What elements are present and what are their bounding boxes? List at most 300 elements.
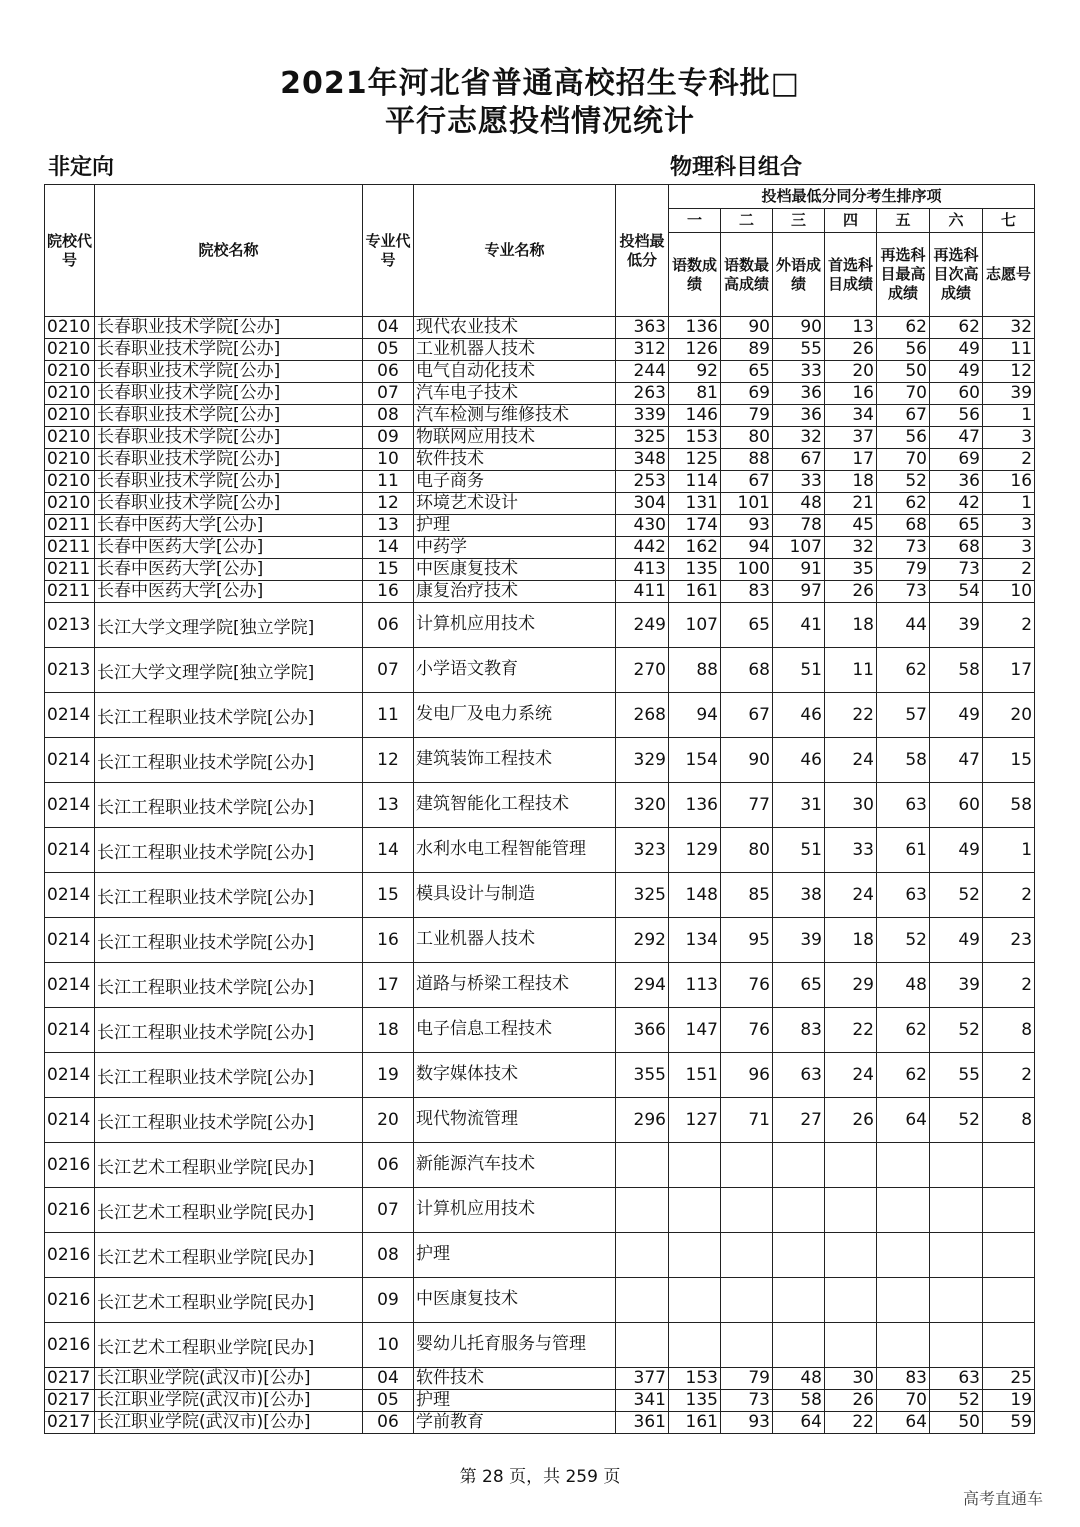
cell-chinese-math-max: 68 — [721, 648, 773, 693]
cell-school-code: 0216 — [45, 1143, 95, 1188]
cell-min-score: 249 — [616, 603, 669, 648]
table-row — [45, 1368, 1035, 1390]
cell-reselect-max: 64 — [877, 1412, 930, 1434]
cell-reselect-second: 39 — [930, 603, 983, 648]
cell-choice-no: 1 — [983, 828, 1035, 873]
cell-foreign-lang — [773, 1233, 825, 1278]
cell-major-name: 环境艺术设计 — [414, 493, 616, 515]
table-row — [45, 339, 1035, 361]
cell-reselect-max: 67 — [877, 405, 930, 427]
cell-first-subject: 24 — [825, 1053, 877, 1098]
cell-major-name: 电子信息工程技术 — [414, 1008, 616, 1053]
cell-chinese-math-max: 85 — [721, 873, 773, 918]
cell-school-code: 0210 — [45, 339, 95, 361]
cell-min-score — [616, 1278, 669, 1323]
cell-school-code: 0210 — [45, 493, 95, 515]
cell-chinese-math: 162 — [669, 537, 721, 559]
cell-min-score — [616, 1233, 669, 1278]
cell-major-name: 数字媒体技术 — [414, 1053, 616, 1098]
cell-reselect-max — [877, 1188, 930, 1233]
cell-chinese-math-max: 71 — [721, 1098, 773, 1143]
cell-first-subject: 22 — [825, 1008, 877, 1053]
cell-reselect-second: 68 — [930, 537, 983, 559]
cell-chinese-math: 129 — [669, 828, 721, 873]
cell-chinese-math-max: 94 — [721, 537, 773, 559]
cell-reselect-second: 52 — [930, 1008, 983, 1053]
cell-reselect-second: 49 — [930, 693, 983, 738]
cell-major-code: 10 — [363, 449, 414, 471]
cell-school-code: 0214 — [45, 1098, 95, 1143]
cell-chinese-math: 161 — [669, 581, 721, 603]
cell-choice-no: 2 — [983, 1053, 1035, 1098]
cell-reselect-max: 62 — [877, 317, 930, 339]
cell-reselect-second: 65 — [930, 515, 983, 537]
cell-first-subject: 24 — [825, 873, 877, 918]
cell-reselect-max: 62 — [877, 1008, 930, 1053]
cell-chinese-math-max: 100 — [721, 559, 773, 581]
cell-first-subject: 26 — [825, 1098, 877, 1143]
table-row — [45, 581, 1035, 603]
cell-school-code: 0214 — [45, 693, 95, 738]
cell-chinese-math — [669, 1188, 721, 1233]
cell-chinese-math: 174 — [669, 515, 721, 537]
cell-choice-no: 8 — [983, 1008, 1035, 1053]
table-row — [45, 648, 1035, 693]
table-row — [45, 449, 1035, 471]
cell-reselect-max: 52 — [877, 471, 930, 493]
cell-chinese-math: 125 — [669, 449, 721, 471]
cell-reselect-max: 70 — [877, 449, 930, 471]
cell-school-name: 长春职业技术学院[公办] — [95, 339, 363, 361]
cell-reselect-max: 52 — [877, 918, 930, 963]
cell-major-name: 中药学 — [414, 537, 616, 559]
header-criterion-5: 再选科目最高成绩 — [877, 233, 930, 317]
cell-major-code: 18 — [363, 1008, 414, 1053]
cell-choice-no: 10 — [983, 581, 1035, 603]
cell-major-code: 10 — [363, 1323, 414, 1368]
table-row — [45, 783, 1035, 828]
cell-reselect-second — [930, 1323, 983, 1368]
cell-school-code: 0216 — [45, 1323, 95, 1368]
cell-foreign-lang: 41 — [773, 603, 825, 648]
cell-school-code: 0214 — [45, 828, 95, 873]
cell-foreign-lang: 33 — [773, 361, 825, 383]
cell-school-name: 长江大学文理学院[独立学院] — [95, 603, 363, 648]
cell-foreign-lang — [773, 1323, 825, 1368]
cell-school-name: 长春中医药大学[公办] — [95, 559, 363, 581]
cell-min-score: 323 — [616, 828, 669, 873]
header-rank-1: 一 — [669, 209, 721, 233]
table-row — [45, 1390, 1035, 1412]
cell-choice-no: 3 — [983, 537, 1035, 559]
page-title-line2: 平行志愿投档情况统计 — [385, 104, 695, 139]
cell-major-code: 14 — [363, 537, 414, 559]
cell-school-name: 长江大学文理学院[独立学院] — [95, 648, 363, 693]
cell-chinese-math: 127 — [669, 1098, 721, 1143]
cell-school-code: 0214 — [45, 918, 95, 963]
cell-chinese-math-max: 89 — [721, 339, 773, 361]
cell-major-name: 现代农业技术 — [414, 317, 616, 339]
cell-foreign-lang: 32 — [773, 427, 825, 449]
cell-reselect-second: 50 — [930, 1412, 983, 1434]
cell-major-code: 12 — [363, 493, 414, 515]
cell-reselect-max: 64 — [877, 1098, 930, 1143]
cell-min-score: 442 — [616, 537, 669, 559]
table-row — [45, 1053, 1035, 1098]
cell-foreign-lang: 46 — [773, 738, 825, 783]
cell-reselect-max: 73 — [877, 537, 930, 559]
cell-school-name: 长春职业技术学院[公办] — [95, 317, 363, 339]
cell-chinese-math-max: 67 — [721, 471, 773, 493]
cell-school-code: 0210 — [45, 449, 95, 471]
cell-school-code: 0210 — [45, 361, 95, 383]
cell-major-code: 16 — [363, 581, 414, 603]
cell-chinese-math-max: 93 — [721, 515, 773, 537]
cell-reselect-second: 39 — [930, 963, 983, 1008]
cell-major-code: 15 — [363, 559, 414, 581]
cell-reselect-max: 44 — [877, 603, 930, 648]
cell-min-score: 325 — [616, 427, 669, 449]
cell-reselect-second — [930, 1188, 983, 1233]
cell-min-score — [616, 1143, 669, 1188]
cell-school-code: 0214 — [45, 738, 95, 783]
cell-school-code: 0213 — [45, 648, 95, 693]
cell-chinese-math: 161 — [669, 1412, 721, 1434]
table-row — [45, 405, 1035, 427]
cell-reselect-second — [930, 1278, 983, 1323]
cell-chinese-math-max — [721, 1278, 773, 1323]
cell-reselect-max: 63 — [877, 873, 930, 918]
cell-reselect-max: 61 — [877, 828, 930, 873]
cell-choice-no — [983, 1278, 1035, 1323]
cell-major-name: 电子商务 — [414, 471, 616, 493]
cell-school-name: 长江工程职业技术学院[公办] — [95, 783, 363, 828]
cell-choice-no: 32 — [983, 317, 1035, 339]
cell-reselect-second: 62 — [930, 317, 983, 339]
subtitle-category: 非定向 — [48, 155, 115, 180]
cell-reselect-max — [877, 1323, 930, 1368]
cell-major-name: 现代物流管理 — [414, 1098, 616, 1143]
cell-foreign-lang — [773, 1188, 825, 1233]
cell-first-subject: 37 — [825, 427, 877, 449]
cell-foreign-lang: 36 — [773, 405, 825, 427]
cell-chinese-math-max: 69 — [721, 383, 773, 405]
cell-choice-no: 12 — [983, 361, 1035, 383]
cell-school-name: 长春中医药大学[公办] — [95, 515, 363, 537]
cell-major-code: 13 — [363, 783, 414, 828]
cell-first-subject: 18 — [825, 918, 877, 963]
cell-min-score: 294 — [616, 963, 669, 1008]
cell-major-code: 06 — [363, 1412, 414, 1434]
cell-school-name: 长江工程职业技术学院[公办] — [95, 738, 363, 783]
cell-chinese-math-max — [721, 1233, 773, 1278]
cell-school-code: 0213 — [45, 603, 95, 648]
cell-reselect-second: 36 — [930, 471, 983, 493]
cell-major-name: 小学语文教育 — [414, 648, 616, 693]
cell-choice-no: 2 — [983, 559, 1035, 581]
table-row — [45, 427, 1035, 449]
cell-chinese-math: 94 — [669, 693, 721, 738]
cell-chinese-math: 136 — [669, 317, 721, 339]
cell-school-code: 0214 — [45, 963, 95, 1008]
cell-reselect-max: 50 — [877, 361, 930, 383]
cell-major-code: 07 — [363, 648, 414, 693]
table-row — [45, 515, 1035, 537]
cell-first-subject: 45 — [825, 515, 877, 537]
cell-major-name: 护理 — [414, 515, 616, 537]
cell-chinese-math-max: 73 — [721, 1390, 773, 1412]
cell-foreign-lang: 83 — [773, 1008, 825, 1053]
cell-first-subject — [825, 1278, 877, 1323]
cell-major-name: 工业机器人技术 — [414, 339, 616, 361]
table-row — [45, 873, 1035, 918]
cell-min-score — [616, 1323, 669, 1368]
cell-first-subject: 33 — [825, 828, 877, 873]
cell-first-subject: 13 — [825, 317, 877, 339]
table-row — [45, 918, 1035, 963]
cell-min-score: 411 — [616, 581, 669, 603]
cell-foreign-lang — [773, 1143, 825, 1188]
cell-school-code: 0214 — [45, 1053, 95, 1098]
cell-reselect-max: 73 — [877, 581, 930, 603]
cell-min-score: 325 — [616, 873, 669, 918]
cell-chinese-math: 113 — [669, 963, 721, 1008]
subtitle-subject-group: 物理科目组合 — [670, 155, 803, 180]
page-title-line1: 2021年河北省普通高校招生专科批□ — [280, 66, 800, 101]
cell-chinese-math-max: 83 — [721, 581, 773, 603]
cell-reselect-max — [877, 1143, 930, 1188]
cell-reselect-max: 56 — [877, 427, 930, 449]
cell-reselect-second: 58 — [930, 648, 983, 693]
cell-choice-no: 11 — [983, 339, 1035, 361]
cell-min-score: 244 — [616, 361, 669, 383]
cell-reselect-max: 62 — [877, 493, 930, 515]
cell-reselect-max: 62 — [877, 648, 930, 693]
table-row — [45, 1188, 1035, 1233]
cell-school-code: 0211 — [45, 581, 95, 603]
cell-chinese-math-max: 79 — [721, 1368, 773, 1390]
cell-chinese-math: 131 — [669, 493, 721, 515]
cell-reselect-max: 56 — [877, 339, 930, 361]
cell-choice-no: 3 — [983, 515, 1035, 537]
cell-major-name: 中医康复技术 — [414, 559, 616, 581]
cell-chinese-math — [669, 1233, 721, 1278]
cell-reselect-second: 52 — [930, 873, 983, 918]
cell-chinese-math — [669, 1323, 721, 1368]
cell-reselect-second: 52 — [930, 1098, 983, 1143]
header-criterion-4: 首选科目成绩 — [825, 233, 877, 317]
cell-first-subject: 35 — [825, 559, 877, 581]
cell-school-name: 长江工程职业技术学院[公办] — [95, 963, 363, 1008]
table-row — [45, 471, 1035, 493]
table-row — [45, 1143, 1035, 1188]
cell-foreign-lang: 27 — [773, 1098, 825, 1143]
cell-min-score: 355 — [616, 1053, 669, 1098]
cell-min-score: 253 — [616, 471, 669, 493]
cell-reselect-second: 47 — [930, 738, 983, 783]
cell-school-code: 0211 — [45, 537, 95, 559]
cell-chinese-math: 107 — [669, 603, 721, 648]
cell-first-subject: 22 — [825, 693, 877, 738]
cell-school-code: 0210 — [45, 427, 95, 449]
cell-major-code: 14 — [363, 828, 414, 873]
cell-foreign-lang: 107 — [773, 537, 825, 559]
cell-reselect-max: 58 — [877, 738, 930, 783]
cell-major-code: 08 — [363, 405, 414, 427]
cell-chinese-math: 81 — [669, 383, 721, 405]
cell-school-code: 0211 — [45, 515, 95, 537]
header-tie-group: 投档最低分同分考生排序项 — [669, 185, 1035, 209]
header-criterion-1: 语数成绩 — [669, 233, 721, 317]
cell-major-code: 20 — [363, 1098, 414, 1143]
cell-major-code: 13 — [363, 515, 414, 537]
cell-foreign-lang: 64 — [773, 1412, 825, 1434]
table-row — [45, 537, 1035, 559]
cell-major-name: 计算机应用技术 — [414, 1188, 616, 1233]
table-row — [45, 559, 1035, 581]
cell-reselect-second: 63 — [930, 1368, 983, 1390]
cell-reselect-second: 42 — [930, 493, 983, 515]
cell-foreign-lang: 46 — [773, 693, 825, 738]
cell-chinese-math: 134 — [669, 918, 721, 963]
cell-reselect-second: 60 — [930, 383, 983, 405]
cell-school-name: 长江工程职业技术学院[公办] — [95, 1008, 363, 1053]
cell-choice-no: 19 — [983, 1390, 1035, 1412]
cell-reselect-max: 70 — [877, 1390, 930, 1412]
table-row — [45, 603, 1035, 648]
table-row — [45, 1323, 1035, 1368]
cell-chinese-math: 92 — [669, 361, 721, 383]
cell-reselect-max: 57 — [877, 693, 930, 738]
cell-chinese-math: 135 — [669, 1390, 721, 1412]
cell-choice-no: 23 — [983, 918, 1035, 963]
cell-chinese-math-max: 90 — [721, 738, 773, 783]
cell-major-code: 11 — [363, 693, 414, 738]
cell-school-name: 长江工程职业技术学院[公办] — [95, 1053, 363, 1098]
cell-chinese-math: 151 — [669, 1053, 721, 1098]
table-row — [45, 317, 1035, 339]
cell-school-code: 0216 — [45, 1233, 95, 1278]
cell-min-score: 377 — [616, 1368, 669, 1390]
cell-first-subject: 16 — [825, 383, 877, 405]
cell-reselect-second: 54 — [930, 581, 983, 603]
cell-major-name: 建筑装饰工程技术 — [414, 738, 616, 783]
cell-foreign-lang: 36 — [773, 383, 825, 405]
cell-school-name: 长江职业学院(武汉市)[公办] — [95, 1390, 363, 1412]
cell-first-subject: 30 — [825, 783, 877, 828]
cell-choice-no: 17 — [983, 648, 1035, 693]
cell-first-subject: 18 — [825, 471, 877, 493]
cell-school-code: 0210 — [45, 383, 95, 405]
cell-reselect-max: 48 — [877, 963, 930, 1008]
cell-foreign-lang: 58 — [773, 1390, 825, 1412]
cell-school-name: 长江工程职业技术学院[公办] — [95, 1098, 363, 1143]
cell-major-name: 水利水电工程智能管理 — [414, 828, 616, 873]
header-major-name: 专业名称 — [414, 185, 616, 317]
cell-reselect-second — [930, 1233, 983, 1278]
cell-major-code: 07 — [363, 383, 414, 405]
cell-reselect-max — [877, 1233, 930, 1278]
cell-school-name: 长春职业技术学院[公办] — [95, 493, 363, 515]
cell-major-code: 05 — [363, 1390, 414, 1412]
cell-school-name: 长江艺术工程职业学院[民办] — [95, 1143, 363, 1188]
cell-chinese-math: 114 — [669, 471, 721, 493]
cell-chinese-math-max: 76 — [721, 963, 773, 1008]
cell-major-name: 计算机应用技术 — [414, 603, 616, 648]
cell-major-name: 汽车检测与维修技术 — [414, 405, 616, 427]
cell-foreign-lang — [773, 1278, 825, 1323]
cell-foreign-lang: 63 — [773, 1053, 825, 1098]
cell-school-code: 0211 — [45, 559, 95, 581]
cell-foreign-lang: 33 — [773, 471, 825, 493]
table-row — [45, 1412, 1035, 1434]
cell-major-code: 09 — [363, 1278, 414, 1323]
cell-school-name: 长江职业学院(武汉市)[公办] — [95, 1412, 363, 1434]
cell-chinese-math-max: 93 — [721, 1412, 773, 1434]
cell-school-name: 长春职业技术学院[公办] — [95, 427, 363, 449]
cell-major-name: 软件技术 — [414, 449, 616, 471]
cell-reselect-second: 49 — [930, 339, 983, 361]
cell-chinese-math: 135 — [669, 559, 721, 581]
header-criterion-3: 外语成绩 — [773, 233, 825, 317]
cell-reselect-second: 49 — [930, 361, 983, 383]
header-rank-7: 七 — [983, 209, 1035, 233]
cell-school-code: 0217 — [45, 1390, 95, 1412]
cell-chinese-math-max: 80 — [721, 828, 773, 873]
cell-choice-no: 25 — [983, 1368, 1035, 1390]
cell-chinese-math: 154 — [669, 738, 721, 783]
header-rank-2: 二 — [721, 209, 773, 233]
cell-foreign-lang: 38 — [773, 873, 825, 918]
cell-first-subject: 17 — [825, 449, 877, 471]
cell-choice-no: 59 — [983, 1412, 1035, 1434]
cell-school-code: 0217 — [45, 1368, 95, 1390]
cell-school-code: 0214 — [45, 1008, 95, 1053]
cell-reselect-second: 73 — [930, 559, 983, 581]
cell-chinese-math-max: 77 — [721, 783, 773, 828]
cell-choice-no: 8 — [983, 1098, 1035, 1143]
cell-reselect-max: 68 — [877, 515, 930, 537]
cell-school-name: 长春职业技术学院[公办] — [95, 449, 363, 471]
cell-foreign-lang: 91 — [773, 559, 825, 581]
cell-foreign-lang: 48 — [773, 493, 825, 515]
cell-min-score: 270 — [616, 648, 669, 693]
cell-choice-no — [983, 1188, 1035, 1233]
cell-major-name: 婴幼儿托育服务与管理 — [414, 1323, 616, 1368]
cell-first-subject — [825, 1143, 877, 1188]
header-major-code: 专业代号 — [363, 185, 414, 317]
header-rank-6: 六 — [930, 209, 983, 233]
cell-first-subject — [825, 1188, 877, 1233]
cell-first-subject: 11 — [825, 648, 877, 693]
cell-chinese-math-max: 90 — [721, 317, 773, 339]
cell-foreign-lang: 90 — [773, 317, 825, 339]
cell-choice-no: 15 — [983, 738, 1035, 783]
cell-major-name: 道路与桥梁工程技术 — [414, 963, 616, 1008]
cell-chinese-math-max: 65 — [721, 603, 773, 648]
cell-school-name: 长春职业技术学院[公办] — [95, 361, 363, 383]
cell-min-score: 320 — [616, 783, 669, 828]
cell-min-score: 339 — [616, 405, 669, 427]
cell-min-score: 292 — [616, 918, 669, 963]
cell-foreign-lang: 48 — [773, 1368, 825, 1390]
cell-school-code: 0216 — [45, 1188, 95, 1233]
cell-min-score: 363 — [616, 317, 669, 339]
cell-chinese-math-max: 88 — [721, 449, 773, 471]
cell-choice-no — [983, 1323, 1035, 1368]
cell-chinese-math-max — [721, 1323, 773, 1368]
cell-chinese-math: 148 — [669, 873, 721, 918]
